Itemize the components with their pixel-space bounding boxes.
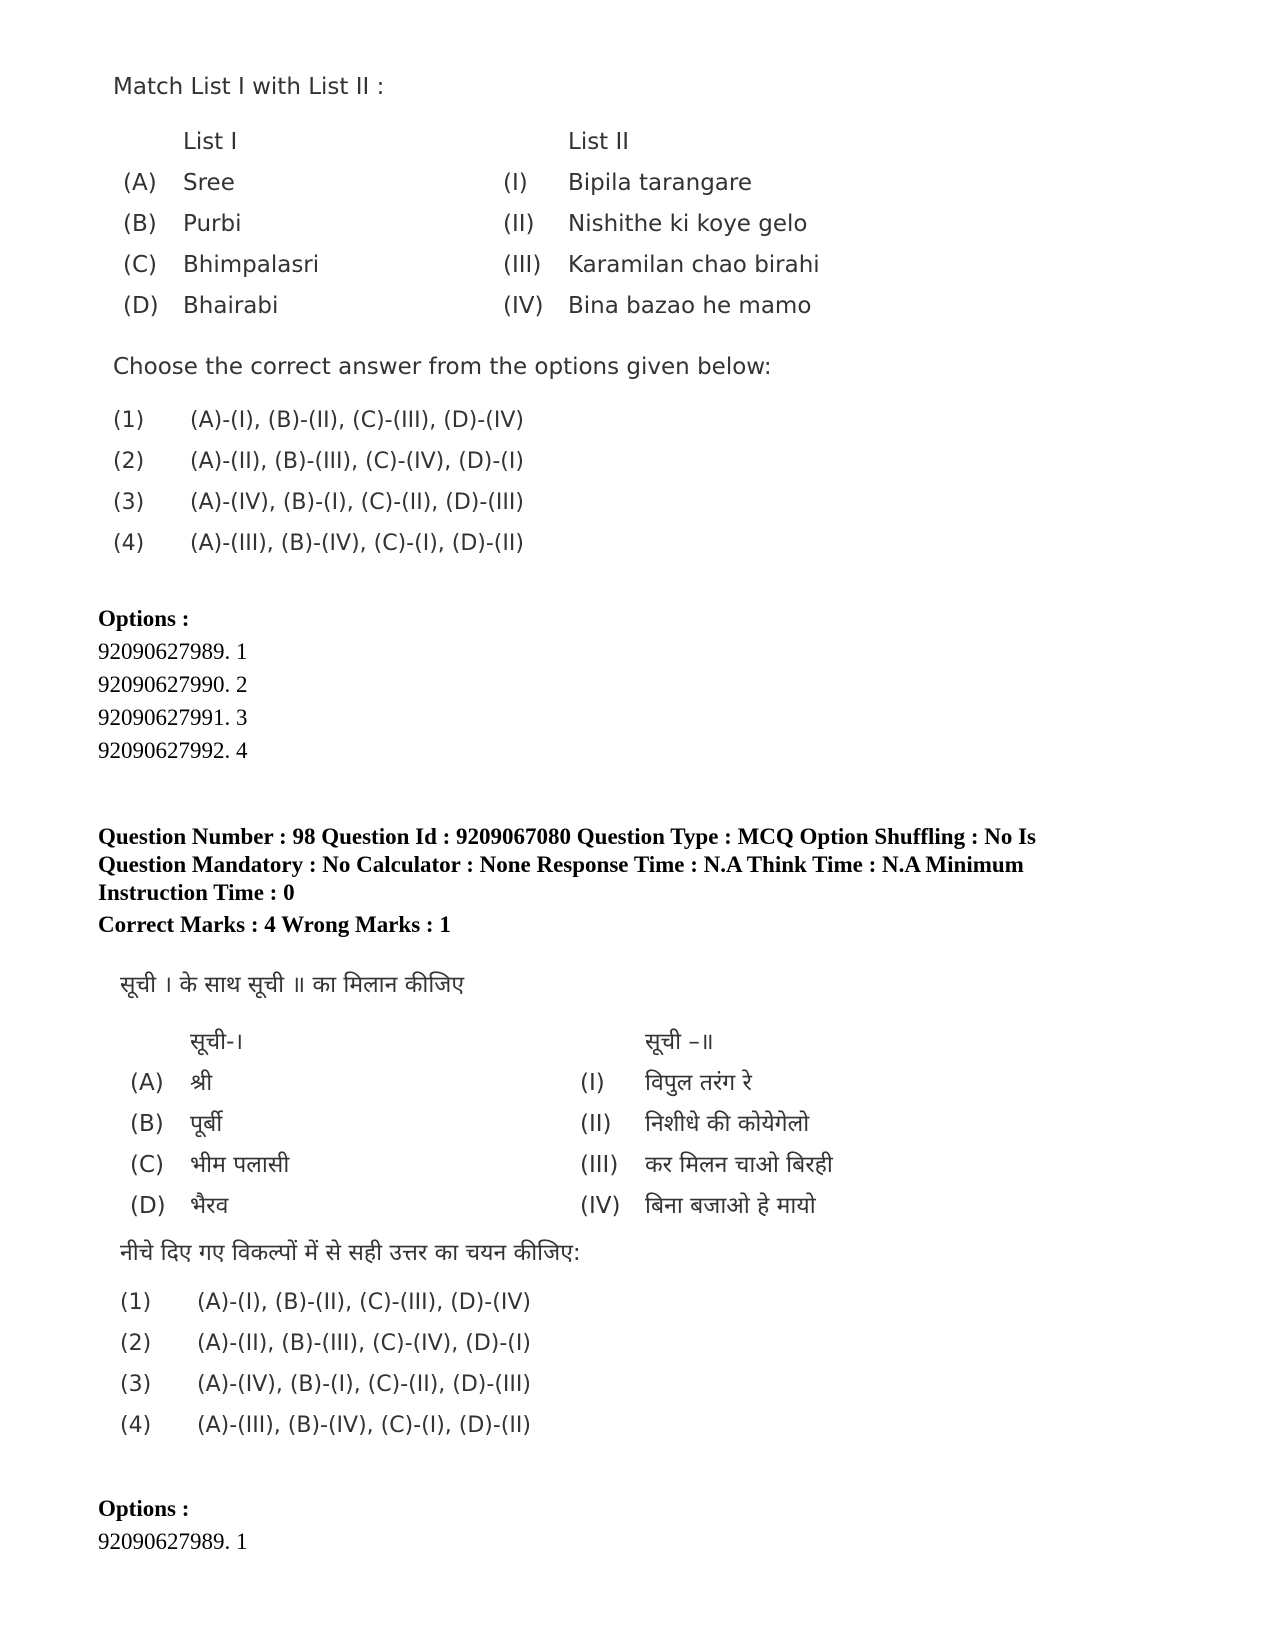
match-row: [113, 286, 1013, 327]
choice-text: (A)-(I), (B)-(II), (C)-(III), (D)-(IV): [190, 408, 524, 433]
choice-text: (A)-(IV), (B)-(I), (C)-(II), (D)-(III): [197, 1372, 531, 1397]
row-item: Sree: [183, 170, 235, 196]
choice-text: (A)-(II), (B)-(III), (C)-(IV), (D)-(I): [190, 449, 524, 474]
q98-meta-line1: Question Number : 98 Question Id : 9209067080 Question Type : MCQ Option Shuffling : No Is: [98, 824, 1037, 849]
row-label: (B): [130, 1111, 164, 1137]
row-item: Nishithe ki koye gelo: [568, 211, 808, 237]
match-row: [120, 1104, 1020, 1145]
row-label: (C): [123, 252, 158, 278]
choice-item: [120, 1364, 920, 1405]
q98-meta-line2: Question Mandatory : No Calculator : None Response Time : N.A Think Time : N.A Minimum: [98, 852, 1024, 877]
row-label: (A): [123, 170, 157, 196]
q97-list-headers: [113, 122, 1013, 163]
row-item: कर मिलन चाओ बिरही: [645, 1152, 833, 1178]
q98-choose-text: नीचे दिए गए विकल्पों में से सही उत्तर का चयन कीजिए:: [120, 1240, 581, 1266]
choice-number: (1): [113, 408, 145, 433]
q98-meta-line3: Instruction Time : 0: [98, 880, 295, 905]
choice-item: [113, 482, 913, 523]
row-item: भैरव: [190, 1193, 229, 1219]
match-row: [113, 163, 1013, 204]
list2-header: List II: [568, 129, 630, 155]
list1-header: List I: [183, 129, 238, 155]
choice-number: (4): [113, 531, 145, 556]
choice-item: [120, 1405, 920, 1446]
choice-item: [120, 1323, 920, 1364]
choice-item: [120, 1282, 920, 1323]
row-label: (D): [123, 293, 159, 319]
match-row: [120, 1063, 1020, 1104]
row-item: Bina bazao he mamo: [568, 293, 812, 319]
choice-number: (1): [120, 1290, 152, 1315]
row-item: पूर्बी: [190, 1111, 223, 1137]
choice-item: [113, 523, 913, 564]
match-row: [113, 245, 1013, 286]
row-label: (IV): [580, 1193, 621, 1219]
options-title: Options :: [98, 1496, 190, 1521]
list2-header: सूची –॥: [645, 1029, 714, 1055]
row-label: (C): [130, 1152, 165, 1178]
q98-choice-list: [120, 1282, 920, 1446]
option-id: 92090627992. 4: [98, 738, 248, 763]
choice-text: (A)-(IV), (B)-(I), (C)-(II), (D)-(III): [190, 490, 524, 515]
row-label: (III): [503, 252, 542, 278]
options-title: Options :: [98, 606, 190, 631]
choice-item: [113, 400, 913, 441]
choice-number: (3): [113, 490, 145, 515]
match-row: [120, 1186, 1020, 1227]
q98-list-headers: [120, 1022, 1020, 1063]
option-id: 92090627991. 3: [98, 705, 248, 730]
row-label: (II): [503, 211, 535, 237]
row-label: (III): [580, 1152, 619, 1178]
row-label: (I): [580, 1070, 605, 1096]
row-label: (I): [503, 170, 528, 196]
list1-header: सूची-।: [190, 1029, 244, 1055]
q98-marks: Correct Marks : 4 Wrong Marks : 1: [98, 912, 451, 937]
row-item: Bhimpalasri: [183, 252, 320, 278]
row-item: बिना बजाओ हे मायो: [645, 1193, 816, 1219]
q97-match-table: [113, 122, 1013, 327]
row-item: निशीधे की कोयेगेलो: [645, 1111, 810, 1137]
match-row: [120, 1145, 1020, 1186]
q98-match-table: [120, 1022, 1020, 1227]
row-item: श्री: [190, 1070, 213, 1096]
row-label: (D): [130, 1193, 166, 1219]
q97-options: [98, 602, 248, 767]
option-id: 92090627989. 1: [98, 639, 248, 664]
choice-number: (2): [120, 1331, 152, 1356]
row-item: Bhairabi: [183, 293, 279, 319]
choice-text: (A)-(II), (B)-(III), (C)-(IV), (D)-(I): [197, 1331, 531, 1356]
row-item: भीम पलासी: [190, 1152, 290, 1178]
choice-text: (A)-(I), (B)-(II), (C)-(III), (D)-(IV): [197, 1290, 531, 1315]
match-row: [113, 204, 1013, 245]
row-item: Bipila tarangare: [568, 170, 752, 196]
q97-choose-text: Choose the correct answer from the options given below:: [113, 354, 772, 380]
choice-text: (A)-(III), (B)-(IV), (C)-(I), (D)-(II): [197, 1413, 531, 1438]
q98-metadata: [98, 823, 1158, 939]
choice-number: (2): [113, 449, 145, 474]
choice-text: (A)-(III), (B)-(IV), (C)-(I), (D)-(II): [190, 531, 524, 556]
row-item: विपुल तरंग रे: [645, 1070, 752, 1096]
choice-item: [113, 441, 913, 482]
row-label: (A): [130, 1070, 164, 1096]
q98-instruction: सूची । के साथ सूची ॥ का मिलान कीजिए: [120, 972, 465, 998]
row-item: Karamilan chao birahi: [568, 252, 820, 278]
row-label: (II): [580, 1111, 612, 1137]
option-id: 92090627990. 2: [98, 672, 248, 697]
row-label: (IV): [503, 293, 544, 319]
choice-number: (3): [120, 1372, 152, 1397]
option-id: 92090627989. 1: [98, 1529, 248, 1554]
q97-choice-list: [113, 400, 913, 564]
q97-instruction: Match List I with List II :: [113, 74, 385, 100]
q98-options: [98, 1492, 248, 1558]
choice-number: (4): [120, 1413, 152, 1438]
row-item: Purbi: [183, 211, 242, 237]
row-label: (B): [123, 211, 157, 237]
